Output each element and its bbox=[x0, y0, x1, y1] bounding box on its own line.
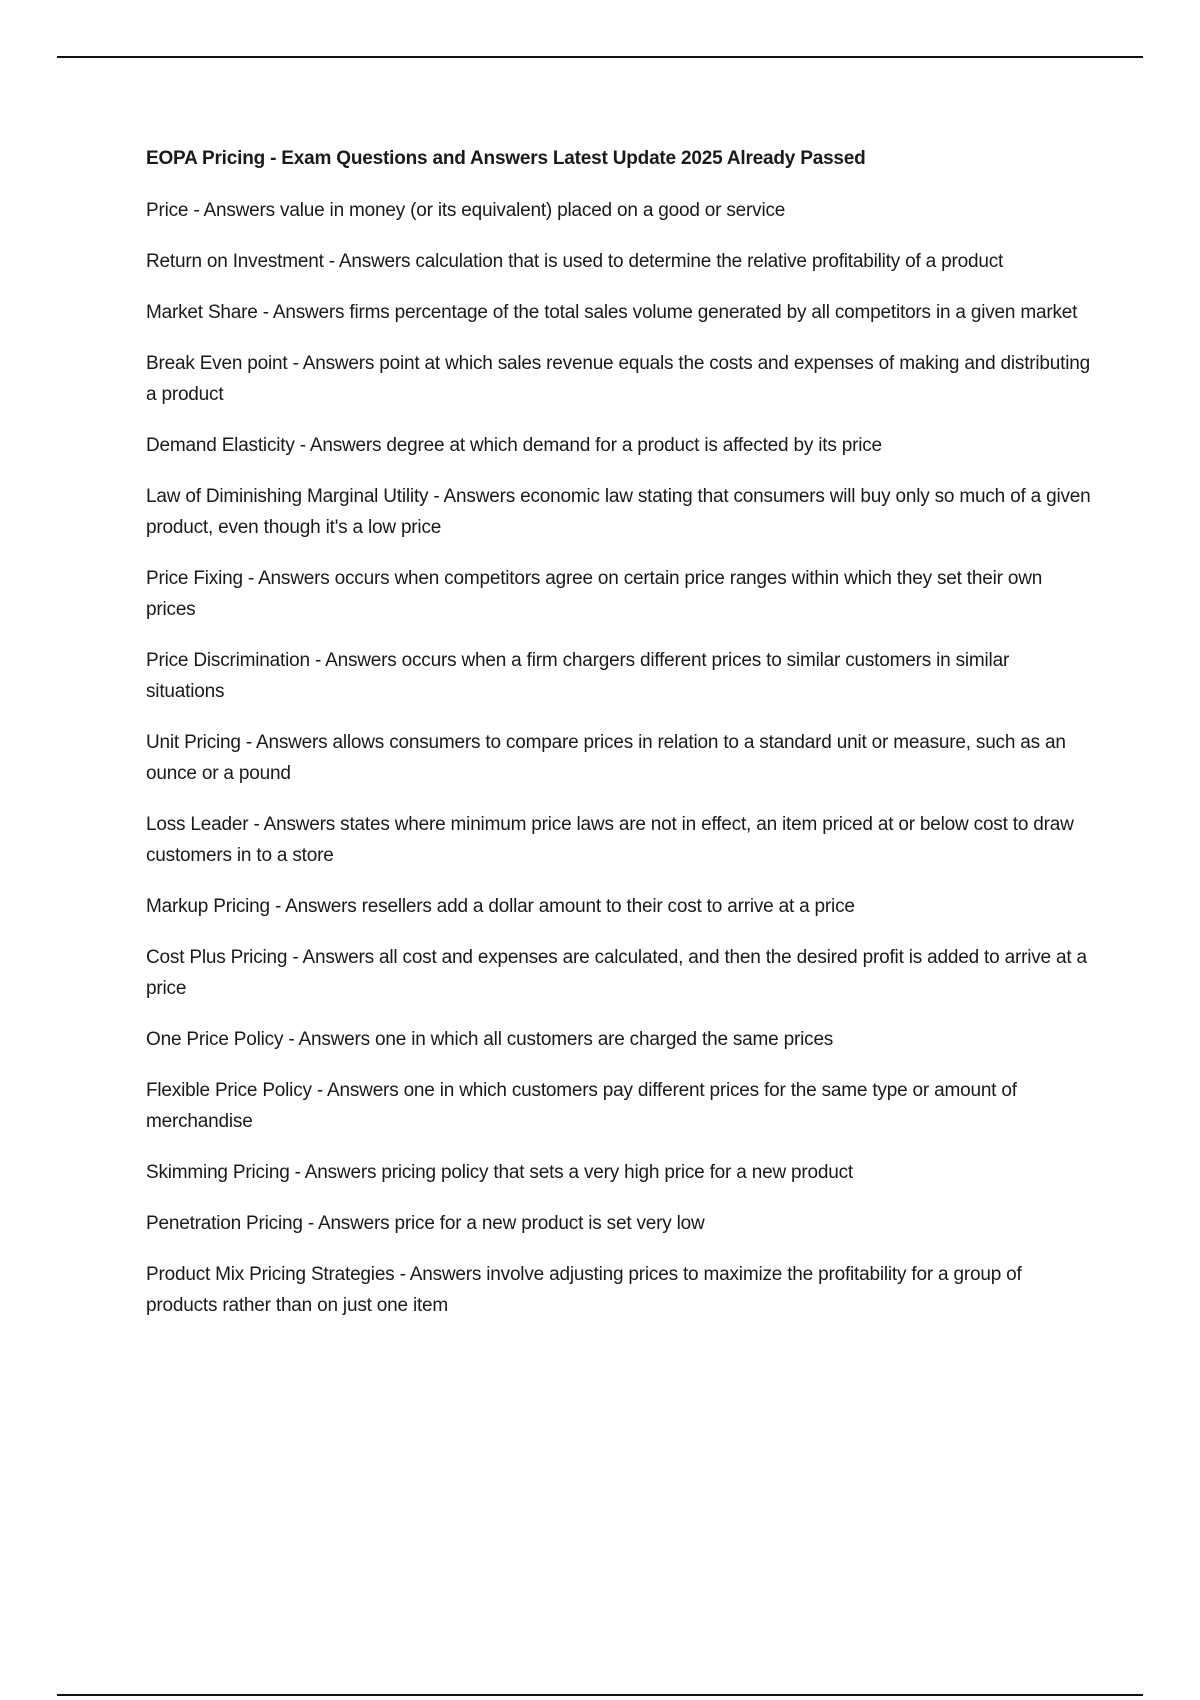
entry-flexible-price-policy: Flexible Price Policy - Answers one in which customers pay different prices for the same type or amount of merchandise bbox=[146, 1080, 1017, 1132]
entry-one-price-policy: One Price Policy - Answers one in which all customers are charged the same prices bbox=[146, 1029, 834, 1050]
entry-demand-elasticity: Demand Elasticity - Answers degree at which demand for a product is affected by its price bbox=[146, 435, 882, 456]
entry-price: Price - Answers value in money (or its equivalent) placed on a good or service bbox=[146, 200, 786, 221]
entry-law-of-diminishing-marginal-utility: Law of Diminishing Marginal Utility - Answers economic law stating that consumers will buy only so much of a given product, even though it's a low price bbox=[146, 486, 1091, 538]
entry-price-discrimination: Price Discrimination - Answers occurs when a firm chargers different prices to similar customers in similar situations bbox=[146, 650, 1010, 702]
header-rule bbox=[57, 56, 1143, 58]
entry-loss-leader: Loss Leader - Answers states where minimum price laws are not in effect, an item priced at or below cost to draw customers in to a store bbox=[146, 814, 1074, 866]
entry-market-share: Market Share - Answers firms percentage of the total sales volume generated by all competitors in a given market bbox=[146, 302, 1078, 323]
entry-unit-pricing: Unit Pricing - Answers allows consumers to compare prices in relation to a standard unit or measure, such as an ounce or a pound bbox=[146, 732, 1066, 784]
entry-product-mix-pricing-strategies: Product Mix Pricing Strategies - Answers involve adjusting prices to maximize the profitability for a group of products rather than on just one item bbox=[146, 1264, 1022, 1316]
entry-penetration-pricing: Penetration Pricing - Answers price for a new product is set very low bbox=[146, 1213, 705, 1234]
entry-markup-pricing: Markup Pricing - Answers resellers add a dollar amount to their cost to arrive at a price bbox=[146, 896, 855, 917]
document-title: EOPA Pricing - Exam Questions and Answers Latest Update 2025 Already Passed bbox=[146, 148, 866, 169]
entry-return-on-investment: Return on Investment - Answers calculation that is used to determine the relative profitability of a product bbox=[146, 251, 1004, 272]
entry-cost-plus-pricing: Cost Plus Pricing - Answers all cost and expenses are calculated, and then the desired profit is added to arrive at a price bbox=[146, 947, 1087, 999]
entry-price-fixing: Price Fixing - Answers occurs when competitors agree on certain price ranges within which they set their own prices bbox=[146, 568, 1043, 620]
entry-skimming-pricing: Skimming Pricing - Answers pricing policy that sets a very high price for a new product bbox=[146, 1162, 854, 1183]
footer-rule bbox=[57, 1694, 1143, 1696]
entry-break-even-point: Break Even point - Answers point at which sales revenue equals the costs and expenses of making and distributing a product bbox=[146, 353, 1090, 405]
document-body bbox=[146, 145, 1091, 1341]
